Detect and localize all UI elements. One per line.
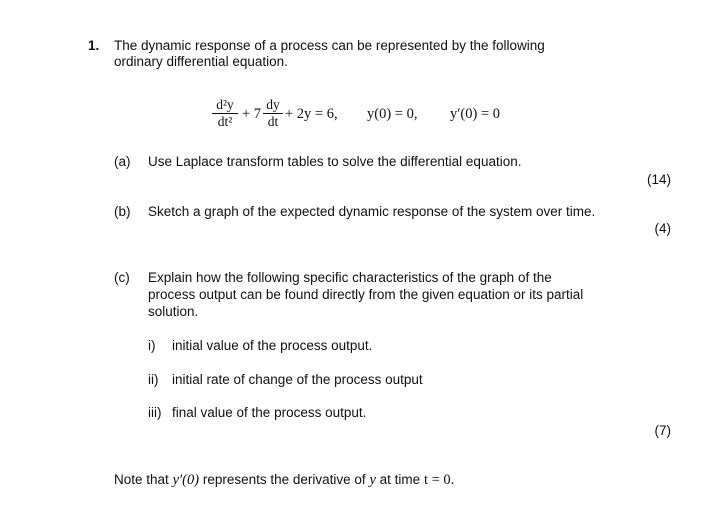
note-middle: represents the derivative of — [202, 472, 366, 487]
part-b-label: (b) — [114, 204, 131, 219]
part-a-label: (a) — [114, 154, 131, 169]
part-c-marks: (7) — [654, 423, 671, 438]
part-a-text: Use Laplace transform tables to solve the differential equation. — [148, 154, 522, 169]
frac2-denominator: dt — [263, 113, 283, 130]
note-time-expr: t = 0. — [423, 472, 455, 488]
subpart-i-text: initial value of the process output. — [172, 338, 373, 353]
subpart-iii-text: final value of the process output. — [172, 405, 367, 420]
initial-condition-2: y′(0) = 0 — [450, 106, 501, 122]
part-b-text: Sketch a graph of the expected dynamic response of the system over time. — [148, 204, 596, 219]
note-var: y — [369, 472, 376, 488]
subpart-ii-label: ii) — [148, 372, 159, 387]
second-derivative-fraction — [212, 97, 238, 130]
part-c-text-line-2: process output can be found directly from the given equation or its partial — [148, 287, 584, 302]
question-intro-line-2: ordinary differential equation. — [114, 54, 288, 69]
question-number: 1. — [88, 38, 100, 53]
note — [114, 472, 454, 489]
first-derivative-fraction — [263, 97, 283, 130]
note-prefix: Note that — [114, 472, 169, 487]
frac1-numerator: d²y — [216, 97, 234, 112]
subpart-ii-text: initial rate of change of the process output — [172, 372, 423, 387]
subpart-i-label: i) — [148, 338, 156, 353]
part-c-text-line-3: solution. — [148, 304, 199, 319]
frac2-numerator: dy — [266, 97, 280, 112]
note-at-time: at time — [379, 472, 421, 487]
part-b-marks: (4) — [654, 221, 671, 236]
frac1-denominator: dt² — [212, 113, 238, 130]
subpart-iii-label: iii) — [148, 405, 162, 420]
note-term: y′(0) — [172, 472, 200, 488]
initial-condition-1: y(0) = 0, — [367, 106, 418, 122]
equation-rest: + 2y = 6, — [285, 106, 338, 122]
question-intro-line-1: The dynamic response of a process can be represented by the following — [114, 38, 545, 53]
part-c-text-line-1: Explain how the following specific characteristics of the graph of the — [148, 270, 552, 285]
equation-plus-7: + 7 — [242, 106, 262, 122]
part-c-label: (c) — [114, 270, 130, 285]
part-a-marks: (14) — [646, 172, 671, 187]
